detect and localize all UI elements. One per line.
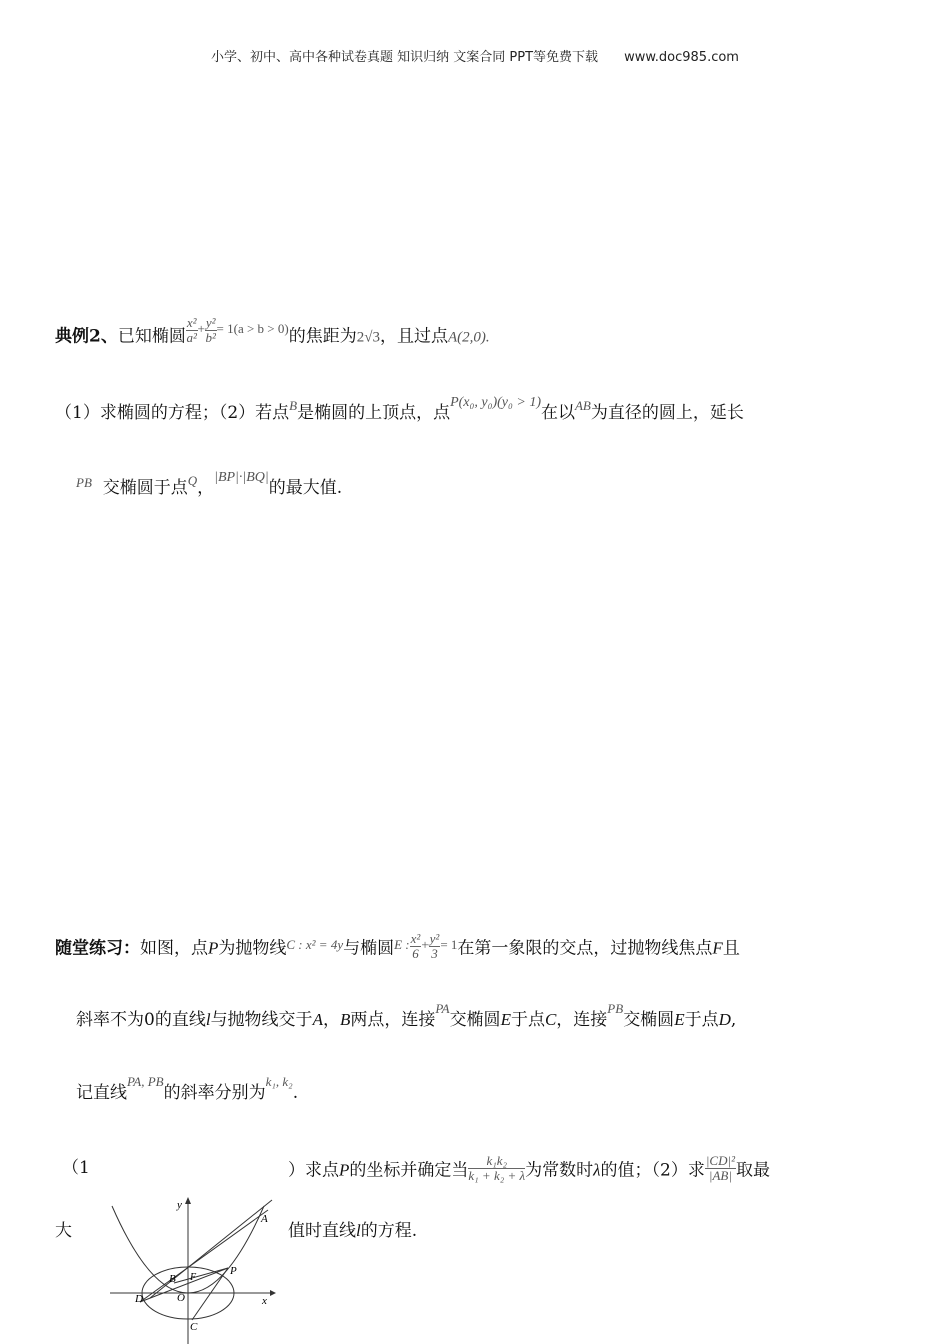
fraction-cd-ab: |CD|² |AB| xyxy=(705,1153,735,1183)
label-f: F xyxy=(190,1272,197,1283)
parabola-equation: C : x² = 4y xyxy=(286,937,344,953)
practice-line5-cont: 值时直线l的方程. xyxy=(288,1221,418,1241)
practice-line5-start: 大 xyxy=(55,1221,72,1241)
label-a: A xyxy=(261,1213,268,1225)
point-a: A(2,0). xyxy=(447,329,490,346)
header-text: 小学、初中、高中各种试卷真题 知识归纳 文案合同 PPT等免费下载 xyxy=(211,50,599,65)
ellipse-equation: $\frac{\text{x²}}{\text{a²}}$ + $\frac{\text{y²}}{\text{b²}}$ = 1(a > b > 0) xyxy=(186,315,289,345)
practice-label: 随堂练习： xyxy=(55,938,140,959)
practice-line3: 记直线$^{PA, PB}$的斜率分别为$^{k_1, k_2}$. xyxy=(76,1074,299,1103)
x-axis-arrow xyxy=(270,1290,276,1296)
label-p: P xyxy=(230,1265,237,1277)
label-c: C xyxy=(190,1321,198,1333)
practice-line4: （1 xyxy=(62,1158,90,1178)
example2-label: 典例2、 xyxy=(55,326,118,347)
example2-question-line2: $^{PB}$ 交椭圆于点$^Q$，$^{|BP|\cdot|BQ|}$的最大值. xyxy=(76,470,343,498)
example2-question-line1: （1）求椭圆的方程；（2）若点$^B$是椭圆的上顶点，点$^{P(x_0, y_0)(y_0 > 1)}$在以$^{AB}$为直径的圆上，延长 xyxy=(55,395,744,423)
ellipse-e-equation: E : x² 6 + y² 3 = 1 xyxy=(394,931,458,961)
label-b: B xyxy=(169,1273,176,1285)
line-pa xyxy=(140,1210,268,1302)
focal-length: 2√3 xyxy=(356,329,380,346)
example2-statement: 典例2、已知椭圆 $\frac{\text{x²}}{\text{a²}}$ + $\frac{\text{y²}}{\text{b²}}$ = 1(a > b > 0)的焦距为2√3，且过点A(2,0). xyxy=(55,315,490,347)
fraction-k1k2: k₁k₂ k₁ + k₂ + λ xyxy=(468,1153,526,1183)
practice-line2: 斜率不为0的直线l与抛物线交于A，B两点，连接$^{PA}$交椭圆E于点C，连接$^{PB}$交椭圆E于点D, xyxy=(76,1001,737,1030)
header-url[interactable]: www.doc985.com xyxy=(624,50,739,65)
label-x: x xyxy=(262,1295,267,1307)
label-o: O xyxy=(177,1292,185,1304)
practice-line1: 随堂练习：如图，点P为抛物线$^{C : x^2 = 4y}$与椭圆$^{E : \frac{\text{x²}}{6} + \frac{\text{y²}}{3} = 1}$在第一象限的交点，过抛物线焦点F且 xyxy=(55,931,740,961)
label-d: D xyxy=(135,1293,143,1305)
geometry-figure xyxy=(100,1190,285,1344)
practice-line4-cont: ）求点P的坐标并确定当 $^{\frac{\text{k₁k₂}}{\text{k₁ + k₂ + λ}}}$ 为常数时λ的值；（2）求 $^{\frac{\text{|CD|²}}{|AB|}}$ 取最 xyxy=(288,1153,770,1183)
point-p-condition: P(x₀, y₀)(y₀ > 1) xyxy=(450,395,541,410)
label-y: y xyxy=(177,1199,182,1211)
product-expression: |BP|·|BQ| xyxy=(214,470,269,485)
line-bp xyxy=(174,1268,228,1283)
y-axis-arrow xyxy=(185,1197,191,1204)
page-header xyxy=(0,46,950,65)
line-pc xyxy=(192,1268,228,1320)
